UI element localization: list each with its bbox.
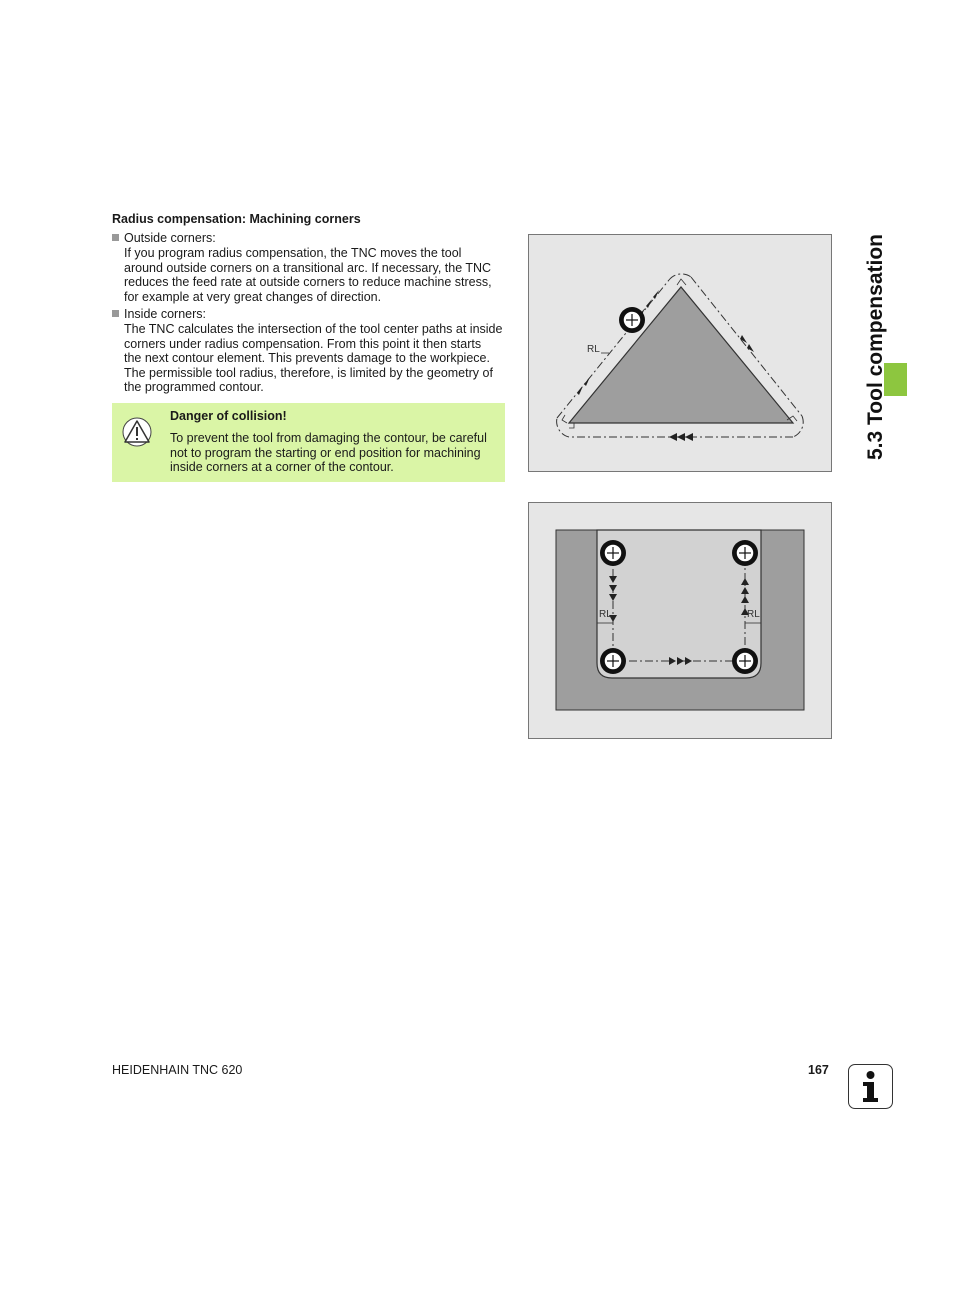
outside-corners-text: If you program radius compensation, the TNC moves the tool around outside corners on a transitional arc. If necessary, the TNC reduces the feed rate at outside corners to reduce machine stress, for example at very great changes of direction. bbox=[124, 246, 492, 304]
rl-label-outside: RL bbox=[587, 344, 600, 355]
warning-triangle-icon bbox=[121, 417, 153, 447]
milling-tool-icon bbox=[600, 540, 626, 566]
inside-corners-text: The TNC calculates the intersection of the tool center paths at inside corners under radius compensation. From this point it then starts the next contour element. This prevents damage to the workpiece. The permissible tool radius, therefore, is limited by the geometry of the programmed contour. bbox=[124, 322, 503, 394]
rl-label-left: RL bbox=[599, 609, 612, 620]
page-number: 167 bbox=[808, 1063, 829, 1077]
bullet-inside-corners bbox=[112, 307, 206, 322]
footer-product-name: HEIDENHAIN TNC 620 bbox=[112, 1063, 243, 1077]
warning-text: To prevent the tool from damaging the contour, be careful not to program the starting or end position for machining inside corners at a corner of the contour. bbox=[170, 431, 487, 474]
sidebar-section-title: 5.3 Tool compensation bbox=[864, 234, 887, 460]
outside-corners-diagram bbox=[529, 235, 831, 471]
info-icon bbox=[848, 1064, 893, 1109]
bullet-label: Inside corners: bbox=[124, 307, 206, 321]
milling-tool-icon bbox=[600, 648, 626, 674]
milling-tool-icon bbox=[732, 540, 758, 566]
warning-title: Danger of collision! bbox=[170, 409, 287, 423]
milling-tool-icon bbox=[732, 648, 758, 674]
figure-outside-corners bbox=[528, 234, 832, 472]
bullet-label: Outside corners: bbox=[124, 231, 216, 245]
bullet-outside-corners bbox=[112, 231, 216, 246]
milling-tool-icon bbox=[619, 307, 645, 333]
figure-inside-corners bbox=[528, 502, 832, 739]
inside-corners-diagram bbox=[529, 503, 831, 738]
section-heading: Radius compensation: Machining corners bbox=[112, 212, 361, 226]
bullet-square-icon bbox=[112, 234, 119, 241]
bullet-square-icon bbox=[112, 310, 119, 317]
rl-label-right: RL bbox=[747, 609, 760, 620]
